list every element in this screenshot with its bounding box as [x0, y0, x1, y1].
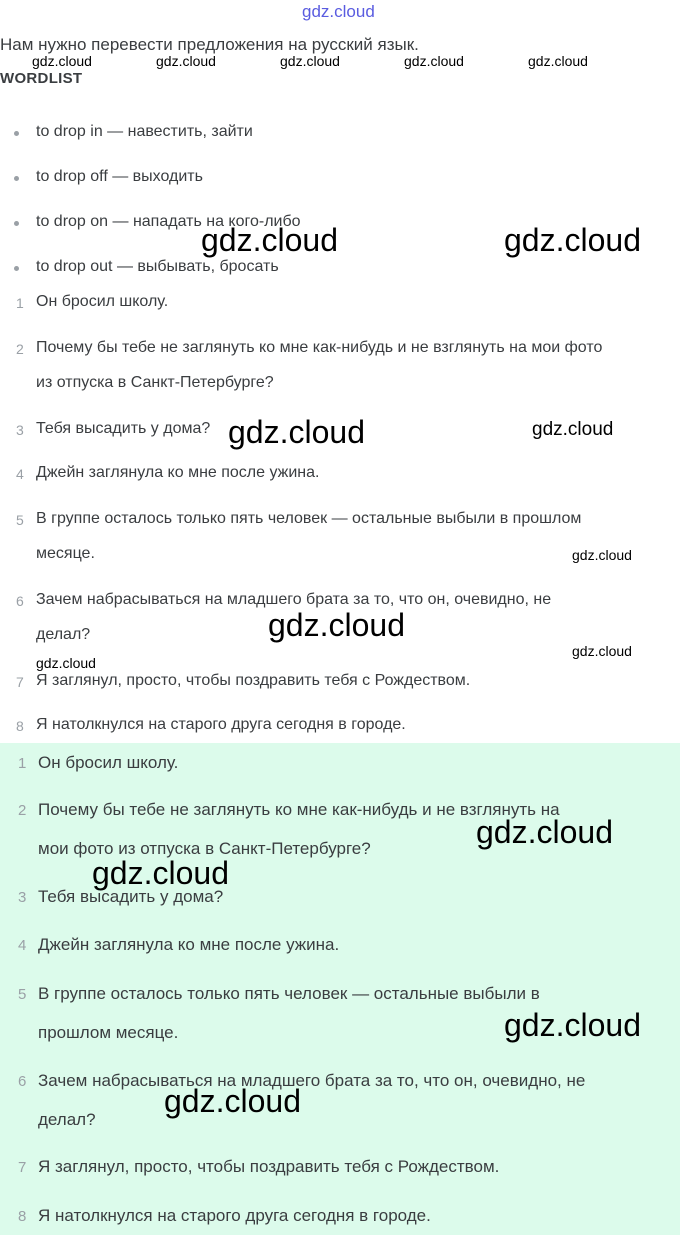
sentence-number: 2 — [16, 341, 24, 357]
wordlist-item: to drop in — навестить, зайти — [36, 123, 253, 140]
watermark: gdz.cloud — [164, 1083, 301, 1119]
answer-line: В группе осталось только пять человек — остальные выбыли в — [38, 984, 540, 1003]
bullet-icon — [14, 131, 19, 136]
sentence-line: из отпуска в Санкт-Петербурге? — [36, 374, 274, 391]
wordlist-item: to drop off — выходить — [36, 168, 203, 185]
answer-number: 6 — [18, 1073, 27, 1090]
sentence-line: месяце. — [36, 545, 95, 562]
answer-line: Тебя высадить у дома? — [38, 887, 224, 906]
watermark: gdz.cloud — [156, 53, 216, 69]
watermark: gdz.cloud — [504, 1007, 641, 1043]
sentence-line: Джейн заглянула ко мне после ужина. — [36, 464, 320, 481]
watermark: gdz.cloud — [36, 655, 96, 671]
bullet-icon — [14, 266, 19, 271]
task-instruction: Нам нужно перевести предложения на русский язык. — [0, 35, 419, 54]
watermark: gdz.cloud — [532, 419, 614, 440]
answer-number: 7 — [18, 1159, 27, 1176]
answer-line: делал? — [38, 1110, 96, 1129]
answer-line: Джейн заглянула ко мне после ужина. — [38, 935, 340, 954]
answer-line: Я заглянул, просто, чтобы поздравить тебя с Рождеством. — [38, 1157, 500, 1176]
watermark: gdz.cloud — [528, 53, 588, 69]
sentence-number: 7 — [16, 674, 24, 690]
answer-line: мои фото из отпуска в Санкт-Петербурге? — [38, 839, 371, 858]
answer-number: 2 — [18, 802, 27, 819]
answer-line: прошлом месяце. — [38, 1023, 179, 1042]
watermark: gdz.cloud — [228, 414, 365, 450]
sentence-number: 8 — [16, 718, 24, 734]
answer-line: Почему бы тебе не заглянуть ко мне как-нибудь и не взглянуть на — [38, 800, 560, 819]
watermark: gdz.cloud — [476, 814, 613, 850]
watermark: gdz.cloud — [504, 222, 641, 258]
watermark: gdz.cloud — [92, 855, 229, 891]
wordlist-item: to drop out — выбывать, бросать — [36, 258, 279, 275]
sentence-number: 5 — [16, 512, 24, 528]
watermark: gdz.cloud — [280, 53, 340, 69]
answer-number: 4 — [18, 937, 27, 954]
sentence-line: Я натолкнулся на старого друга сегодня в городе. — [36, 716, 406, 733]
sentence-line: Я заглянул, просто, чтобы поздравить тебя с Рождеством. — [36, 672, 471, 689]
sentence-number: 1 — [16, 295, 24, 311]
bullet-icon — [14, 176, 19, 181]
sentence-number: 6 — [16, 593, 24, 609]
watermark: gdz.cloud — [268, 607, 405, 643]
answer-line: Он бросил школу. — [38, 753, 179, 772]
watermark: gdz.cloud — [201, 222, 338, 258]
sentence-number: 4 — [16, 466, 24, 482]
answer-number: 3 — [18, 889, 27, 906]
sentence-line: Почему бы тебе не заглянуть ко мне как-нибудь и не взглянуть на мои фото — [36, 339, 603, 356]
answer-number: 5 — [18, 986, 27, 1003]
watermark: gdz.cloud — [572, 643, 632, 659]
watermark: gdz.cloud — [572, 547, 632, 563]
sentence-line: делал? — [36, 626, 91, 643]
watermark: gdz.cloud — [404, 53, 464, 69]
answer-number: 1 — [18, 755, 27, 772]
bullet-icon — [14, 221, 19, 226]
sentence-line: Зачем набрасываться на младшего брата за то, что он, очевидно, не — [36, 591, 552, 608]
sentence-number: 3 — [16, 422, 24, 438]
sentence-line: Тебя высадить у дома? — [36, 420, 211, 437]
sentence-line: В группе осталось только пять человек — остальные выбыли в прошлом — [36, 510, 582, 527]
answer-line: Я натолкнулся на старого друга сегодня в городе. — [38, 1206, 431, 1225]
wordlist-item: to drop on — нападать на кого-либо — [36, 213, 301, 230]
site-link[interactable]: gdz.cloud — [302, 2, 375, 21]
answer-line: Зачем набрасываться на младшего брата за то, что он, очевидно, не — [38, 1071, 586, 1090]
sentence-line: Он бросил школу. — [36, 293, 169, 310]
watermark: gdz.cloud — [32, 53, 92, 69]
answer-number: 8 — [18, 1208, 27, 1225]
wordlist-heading: WORDLIST — [0, 70, 83, 87]
